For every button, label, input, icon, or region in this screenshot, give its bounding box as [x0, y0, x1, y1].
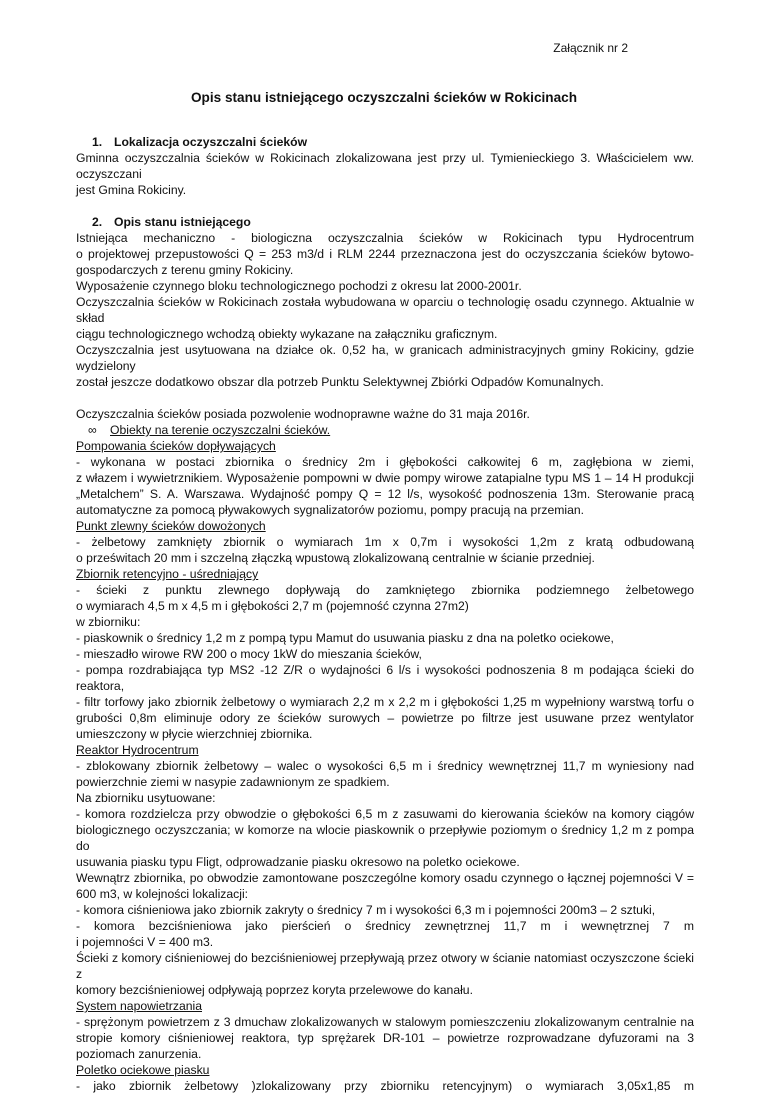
paragraph-line: jest Gmina Rokiciny. — [76, 183, 187, 197]
subsection-heading-pumping: Pompowania ścieków dopływających — [76, 439, 276, 453]
paragraph-line: z włazem i wywietrznikiem. Wyposażenie pompowni w dwie pompy wirowe zatapialne typu MS 1 – 14 H produkcji — [76, 471, 694, 485]
paragraph-line: o projektowej przepustowości Q = 253 m3/d i RLM 2244 przeznaczona jest do oczyszczania ścieków bytowo- — [76, 247, 694, 261]
section-title: Opis stanu istniejącego — [114, 215, 251, 229]
paragraph-line: - komora ciśnieniowa jako zbiornik zakryty o średnicy 7 m i wysokości 6,3 m i pojemności 200m3 – 2 sztuki, — [76, 903, 656, 917]
paragraph-line: o prześwitach 20 mm i szczelną złączką wpustową zlokalizowaną centralnie w ścianie przedniej. — [76, 551, 595, 565]
paragraph-line: - filtr torfowy jako zbiornik żelbetowy o wymiarach 2,2 m x 2,2 m i głębokości 1,25 m wypełniony warstwą torfu o — [76, 695, 694, 709]
document-title: Opis stanu istniejącego oczyszczalni ścieków w Rokicinach — [190, 90, 578, 105]
paragraph-line: powierzchnie ziemi w nasypie zadawnionym ze spadkiem. — [76, 775, 390, 789]
section-number: 2. — [92, 215, 103, 229]
document-body — [76, 134, 694, 1094]
paragraph-line: - mieszadło wirowe RW 200 o mocy 1kW do mieszania ścieków, — [76, 647, 422, 661]
paragraph-line: Istniejąca mechaniczno - biologiczna oczyszczalnia ścieków w Rokicinach typu Hydrocentrum — [76, 231, 694, 245]
paragraph-line: poziomach zanurzenia. — [76, 1047, 202, 1061]
paragraph-line: automatyczne za pomocą pływakowych sygnalizatorów poziomu, pompy pracują na przemian. — [76, 503, 585, 517]
paragraph-line: - piaskownik o średnicy 1,2 m z pompą typu Mamut do usuwania piasku z dna na poletko ociekowe, — [76, 631, 614, 645]
paragraph-line: stropie komory ciśnieniowej reaktora, typ sprężarek DR-101 – powietrze rozprowadzane dyfuzorami na 3 — [76, 1031, 694, 1045]
subsection-heading-retention: Zbiornik retencyjno - uśredniający — [76, 567, 259, 581]
paragraph-line: Na zbiorniku usytuowane: — [76, 791, 216, 805]
subsection-heading-discharge: Punkt zlewny ścieków dowożonych — [76, 519, 266, 533]
paragraph-line: - żelbetowy zamknięty zbiornik o wymiarach 1m x 0,7m i wysokości 1,2m z kratą odbudowaną — [76, 535, 694, 549]
paragraph-line: - zblokowany zbiornik żelbetowy – walec o wysokości 6,5 m i średnicy wewnętrznej 11,7 m wyniesiony nad — [76, 759, 694, 773]
paragraph-line: Wyposażenie czynnego bloku technologicznego pochodzi z okresu lat 2000-2001r. — [76, 279, 522, 293]
paragraph-line: - wykonana w postaci zbiornika o średnicy 2m i głębokości całkowitej 6 m, zagłębiona w ziemi, — [76, 455, 694, 469]
paragraph-line: Gminna oczyszczalnia ścieków w Rokicinach zlokalizowana jest przy ul. Tymienieckiego 3. Właścicielem ww. oczyszczani — [76, 151, 694, 181]
bullet-item — [76, 422, 694, 438]
infinity-bullet-icon: ∞ — [88, 423, 97, 437]
paragraph-line: - komora bezciśnieniowa jako pierścień o średnicy zewnętrznej 11,7 m i wewnętrznej 7 m — [76, 919, 694, 933]
paragraph-line: Oczyszczalnia ścieków w Rokicinach została wybudowana w oparciu o technologię osadu czynnego. Aktualnie w skład — [76, 295, 694, 325]
paragraph-line: Wewnątrz zbiornika, po obwodzie zamontowane poszczególne komory osadu czynnego o łącznej pojemności V = — [76, 871, 694, 885]
paragraph-line: 600 m3, w kolejności lokalizacji: — [76, 887, 249, 901]
subsection-heading-aeration: System napowietrzania — [76, 999, 202, 1013]
paragraph-line: Oczyszczalnia jest usytuowana na działce ok. 0,52 ha, w granicach administracyjnych gminy Rokiciny, gdzie wydzielony — [76, 343, 694, 373]
paragraph-line: i pojemności V = 400 m3. — [76, 935, 214, 949]
permit-line: Oczyszczalnia ścieków posiada pozwolenie wodnoprawne ważne do 31 maja 2016r. — [76, 407, 530, 421]
paragraph-line: ciągu technologicznego wchodzą obiekty wykazane na załączniku graficznym. — [76, 327, 498, 341]
paragraph-line: reaktora, — [76, 679, 125, 693]
paragraph-line: - komora rozdzielcza przy obwodzie o głębokości 6,5 m z zasuwami do kierowania ścieków na komory ciągów — [76, 807, 694, 821]
paragraph-line: „Metalchem” S. A. Warszawa. Wydajność pompy Q = 12 l/s, wysokość podnoszenia 13m. Sterowanie pracą — [76, 487, 694, 501]
annex-label: Załącznik nr 2 — [553, 41, 628, 55]
paragraph-line: - pompa rozdrabiająca typ MS2 -12 Z/R o wydajności 6 l/s i wysokości podnoszenia 8 m podająca ścieki do — [76, 663, 694, 677]
section-2-heading — [76, 214, 694, 230]
section-number: 1. — [92, 135, 103, 149]
bullet-text: Obiekty na terenie oczyszczalni ścieków. — [110, 423, 331, 437]
paragraph-line: Ścieki z komory ciśnieniowej do bezciśnieniowej przepływają przez otwory w ścianie natomiast oczyszczone ścieki z — [76, 951, 694, 981]
paragraph-line: - jako zbiornik żelbetowy )zlokalizowany przy zbiorniku retencyjnym) o wymiarach 3,05x1,85 m — [76, 1079, 694, 1093]
paragraph-line: - ścieki z punktu zlewnego dopływają do zamkniętego zbiornika podziemnego żelbetowego — [76, 583, 694, 597]
subsection-heading-sandbed: Poletko ociekowe piasku — [76, 1063, 210, 1077]
paragraph-line: został jeszcze dodatkowo obszar dla potrzeb Punktu Selektywnej Zbiórki Odpadów Komunalnych. — [76, 375, 604, 389]
section-1-heading — [76, 134, 694, 150]
paragraph-line: biologicznego oczyszczania; w komorze na wlocie piaskownik o przepływie poziomym o średnicy 1,2 m z pompa do — [76, 823, 694, 853]
paragraph-line: o wymiarach 4,5 m x 4,5 m i głębokości 2,7 m (pojemność czynna 27m2) — [76, 599, 469, 613]
section-title: Lokalizacja oczyszczalni ścieków — [114, 135, 308, 149]
paragraph-line: w zbiorniku: — [76, 615, 141, 629]
paragraph-line: - sprężonym powietrzem z 3 dmuchaw zlokalizowanych w stalowym pomieszczeniu zlokalizowanym centralnie na — [76, 1015, 694, 1029]
subsection-heading-reactor: Reaktor Hydrocentrum — [76, 743, 199, 757]
paragraph-line: usuwania piasku typu Fligt, odprowadzanie piasku okresowo na poletko ociekowe. — [76, 855, 520, 869]
paragraph-line: gospodarczych z terenu gminy Rokiciny. — [76, 263, 294, 277]
paragraph-line: komory bezciśnieniowej odpływają poprzez koryta przelewowe do kanału. — [76, 983, 473, 997]
paragraph-line: umieszczony w płycie wierzchniej zbiornika. — [76, 727, 313, 741]
paragraph-line: grubości 0,8m eliminuje odory ze ścieków surowych – powietrze po filtrze jest usuwane przez wentylator — [76, 711, 694, 725]
